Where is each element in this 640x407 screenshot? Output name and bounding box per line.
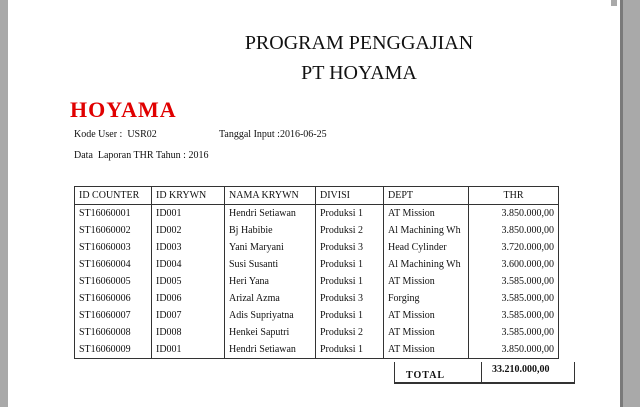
cell-nama-krywn: Henkei Saputri	[225, 324, 316, 341]
brand-logo-text: HOYAMA	[70, 97, 177, 122]
cell-id-krywn: ID001	[152, 341, 225, 359]
table-row	[75, 239, 559, 256]
cell-nama-krywn: Heri Yana	[225, 273, 316, 290]
cell-dept: Al Machining Wh	[384, 256, 469, 273]
header-divisi: DIVISI	[316, 187, 384, 205]
cell-divisi: Produksi 3	[316, 290, 384, 307]
cell-divisi: Produksi 1	[316, 256, 384, 273]
total-value: 33.210.000,00	[492, 364, 550, 375]
cell-id-krywn: ID006	[152, 290, 225, 307]
cell-nama-krywn: Arizal Azma	[225, 290, 316, 307]
table-header-row	[75, 187, 559, 205]
cell-id-krywn: ID008	[152, 324, 225, 341]
cell-nama-krywn: Bj Habibie	[225, 222, 316, 239]
report-title: PROGRAM PENGGAJIAN	[244, 32, 474, 54]
cell-dept: AT Mission	[384, 324, 469, 341]
cell-id-krywn: ID005	[152, 273, 225, 290]
thr-table	[74, 186, 559, 359]
cell-id-counter: ST16060003	[75, 239, 152, 256]
cell-id-krywn: ID004	[152, 256, 225, 273]
cell-id-counter: ST16060005	[75, 273, 152, 290]
cell-thr: 3.600.000,00	[469, 256, 559, 273]
cell-divisi: Produksi 1	[316, 307, 384, 324]
cell-dept: AT Mission	[384, 307, 469, 324]
table-row	[75, 222, 559, 239]
cell-dept: AT Mission	[384, 205, 469, 223]
cell-id-krywn: ID007	[152, 307, 225, 324]
table-row	[75, 205, 559, 223]
cell-divisi: Produksi 3	[316, 239, 384, 256]
cell-id-krywn: ID002	[152, 222, 225, 239]
header-id-krywn: ID KRYWN	[152, 187, 225, 205]
cell-id-counter: ST16060002	[75, 222, 152, 239]
cell-divisi: Produksi 1	[316, 341, 384, 359]
cell-thr: 3.850.000,00	[469, 222, 559, 239]
cell-id-counter: ST16060007	[75, 307, 152, 324]
table-row	[75, 307, 559, 324]
cell-thr: 3.585.000,00	[469, 307, 559, 324]
cell-nama-krywn: Adis Supriyatna	[225, 307, 316, 324]
cell-divisi: Produksi 1	[316, 273, 384, 290]
cell-dept: AT Mission	[384, 341, 469, 359]
cell-id-counter: ST16060009	[75, 341, 152, 359]
cell-nama-krywn: Yani Maryani	[225, 239, 316, 256]
table-row	[75, 273, 559, 290]
cell-dept: AT Mission	[384, 273, 469, 290]
cell-id-counter: ST16060008	[75, 324, 152, 341]
cell-dept: Head Cylinder	[384, 239, 469, 256]
cell-thr: 3.585.000,00	[469, 290, 559, 307]
kode-user: Kode User : USR02	[74, 129, 157, 140]
cell-id-krywn: ID003	[152, 239, 225, 256]
cell-thr: 3.585.000,00	[469, 324, 559, 341]
header-thr: THR	[469, 187, 559, 205]
cell-nama-krywn: Susi Susanti	[225, 256, 316, 273]
table-row	[75, 256, 559, 273]
cell-dept: Forging	[384, 290, 469, 307]
cell-id-krywn: ID001	[152, 205, 225, 223]
header-id-counter: ID COUNTER	[75, 187, 152, 205]
cell-thr: 3.850.000,00	[469, 341, 559, 359]
cell-id-counter: ST16060004	[75, 256, 152, 273]
cell-divisi: Produksi 2	[316, 324, 384, 341]
table-row	[75, 341, 559, 359]
cell-divisi: Produksi 2	[316, 222, 384, 239]
cell-thr: 3.585.000,00	[469, 273, 559, 290]
table-row	[75, 324, 559, 341]
cell-dept: Al Machining Wh	[384, 222, 469, 239]
header-dept: DEPT	[384, 187, 469, 205]
cell-divisi: Produksi 1	[316, 205, 384, 223]
cell-id-counter: ST16060001	[75, 205, 152, 223]
report-period: Data Laporan THR Tahun : 2016	[74, 150, 209, 161]
total-label: TOTAL	[406, 370, 446, 381]
tanggal-input: Tanggal Input :2016-06-25	[219, 129, 327, 140]
page-corner	[611, 0, 617, 6]
cell-thr: 3.720.000,00	[469, 239, 559, 256]
report-page	[8, 0, 620, 407]
total-underline	[394, 383, 575, 384]
total-divider	[481, 362, 482, 382]
cell-nama-krywn: Hendri Setiawan	[225, 205, 316, 223]
total-box	[394, 362, 575, 383]
cell-id-counter: ST16060006	[75, 290, 152, 307]
header-nama-krywn: NAMA KRYWN	[225, 187, 316, 205]
table-row	[75, 290, 559, 307]
cell-nama-krywn: Hendri Setiawan	[225, 341, 316, 359]
company-name: PT HOYAMA	[301, 62, 417, 84]
cell-thr: 3.850.000,00	[469, 205, 559, 223]
